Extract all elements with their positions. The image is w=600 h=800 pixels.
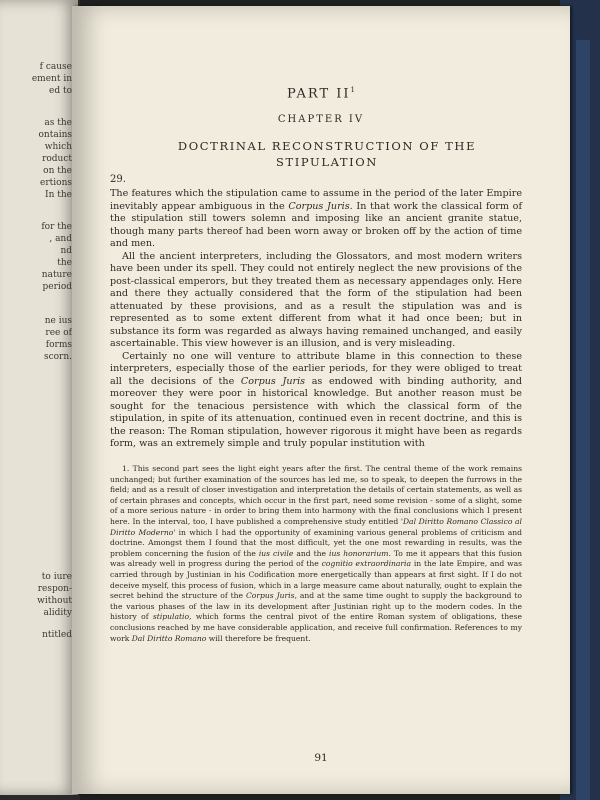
left-page-fragment: ne ius <box>44 316 72 326</box>
left-page-fragment: f cause <box>39 62 72 72</box>
part-title <box>72 86 570 101</box>
paragraph <box>110 188 522 251</box>
footnote-text: To me it appears that this fusion was already well in progress during the period of the <box>110 548 522 569</box>
paragraph-italic: Corpus Juris. <box>288 200 353 212</box>
footnote-italic: Corpus Juris, <box>245 591 297 601</box>
paragraph-text: Certainly no one will venture to attribute blame in this connection to these interpreters, especially those of the earlier periods, for they were obliged to treat all the decisions of the <box>110 350 522 387</box>
footnote-italic: ius civile <box>258 548 294 558</box>
left-page-fragment: as the <box>44 118 72 128</box>
left-page-fragment: on the <box>43 166 72 176</box>
footnote-text: and the <box>293 548 330 558</box>
footnote-italic: cognitio extraordinaria <box>321 559 412 569</box>
chapter-heading-line: DOCTRINAL RECONSTRUCTION OF THE <box>177 139 477 153</box>
footnote-italic: 'Dal Diritto Romano Classico al Diritto Moderno' <box>110 516 522 537</box>
left-page-fragment: the <box>57 258 72 268</box>
footnote-text: will therefore be frequent. <box>206 633 311 643</box>
left-page-fragment: respon- <box>37 584 72 594</box>
page-number: 91 <box>314 752 328 764</box>
footnote-text: and at the same time ought to supply the background to the various phases of the law in its development after Justinian right up to the modern codes. In the history of <box>110 591 522 622</box>
paragraph <box>110 351 522 451</box>
left-page-fragment: for the <box>41 222 72 232</box>
footnote-text: which forms the central pivot of the entire Roman system of obligations, these conclusions reached by me have considerable application, and receive full confirmation. References to my work <box>110 612 522 643</box>
footnote <box>110 464 522 644</box>
footnote-italic: ius honorarium. <box>329 548 391 558</box>
left-page-fragment: scorn. <box>43 352 72 362</box>
footnote-text: 1. This second part sees the light eight years after the first. The central theme of the work remains unchanged; but further examination of the sources has led me, so to speak, to deepen the furrows in the field; and as a result of closer investigation and interpretation the details of certain statements, as well as of certain phrases and concepts, which occur in the first part, need some revision - some of a slight, some of a more serious nature - in order to bring them into harmony with the final conclusions which I present here. In the interval, too, I have published a comprehensive study entitled <box>110 464 522 526</box>
left-page-fragment: roduct <box>42 154 72 164</box>
left-page-fragment: forms <box>45 340 72 350</box>
part-title-text: PART II <box>286 86 351 102</box>
left-page-fragment: without <box>37 596 72 606</box>
left-page-fragment: nature <box>41 270 72 280</box>
chapter-heading <box>112 138 542 170</box>
left-page-fragment: ement in <box>31 74 72 84</box>
book-cover-edge <box>576 40 590 800</box>
left-page-fragment: nd <box>60 246 72 256</box>
footnote-text: in which I had the opportunity of examining various general problems of criticism and doctrine. Amongst them I found that the most difficult, yet the one most rewarding in results, was the problem concerning the fusion of the <box>110 527 523 558</box>
chapter-heading-line: STIPULATION <box>276 155 378 169</box>
left-page-fragment: ntitled <box>42 630 72 640</box>
chapter-title: CHAPTER IV <box>277 114 365 125</box>
left-page-fragment: which <box>44 142 72 152</box>
left-page-fragment: ree of <box>45 328 72 338</box>
footnote-italic: Dal Diritto Romano <box>131 633 207 643</box>
paragraph-italic: Corpus Juris <box>240 375 306 387</box>
body-text <box>110 188 522 451</box>
paragraph-text: In that work the classical form of the stipulation still towers solemn and imposing like an ancient granite statue, though many parts thereof had been worn away or broken off by the action of time and men. <box>110 200 522 249</box>
paragraph-text: The features which the stipulation came to assume in the period of the later Empire inevitably appear ambiguous in the <box>110 188 522 212</box>
left-page-fragment: In the <box>45 190 72 200</box>
part-footnote-marker: 1 <box>350 86 356 94</box>
left-page-fragment: ertions <box>40 178 72 188</box>
footnote-text: in the late Empire, and was carried through by Justinian in his Codification more energetically than appears at first sight. If I do not deceive myself, this process of fusion, which in a large measure came about naturally, ought to explain the secret behind the structure of the <box>110 559 523 601</box>
left-page-fragment: period <box>42 282 72 292</box>
footnote-italic: stipulatio, <box>152 612 192 622</box>
left-page-fragment: ed to <box>49 86 72 96</box>
left-page <box>0 0 78 795</box>
left-page-fragment: ontains <box>38 130 72 140</box>
footnote-paragraph <box>110 464 522 644</box>
left-page-fragment: to iure <box>41 572 72 582</box>
section-number: 29. <box>110 174 126 185</box>
paragraph-text: as endowed with binding authority, and moreover they were poor in historical knowledge. But another reason must be sought for the tenacious persistence with which the classical form of the stipulation, in spite of its attenuation, continued even in recent doctrine, and this is the reason: The Roman stipulation, however rigorous it might have been as regards form, was an extremely simple and truly popular institution with <box>110 375 522 449</box>
right-page <box>72 6 570 794</box>
paragraph: All the ancient interpreters, including the Glossators, and most modern writers have been under its spell. They could not entirely neglect the new provisions of the post-classical emperors, but they treated them as necessary appendages only. Here and there they actually considered that the form of the stipulation had been attenuated by these provisions, and as a result the stipulation was and is represented as to some extent different from what it had once been; but in substance its form was regarded as always having remained unchanged, and easily ascertainable. This view however is an illusion, and is very misleading. <box>110 250 522 349</box>
left-page-fragment: , and <box>49 234 72 244</box>
left-page-fragment: alidity <box>43 608 72 618</box>
